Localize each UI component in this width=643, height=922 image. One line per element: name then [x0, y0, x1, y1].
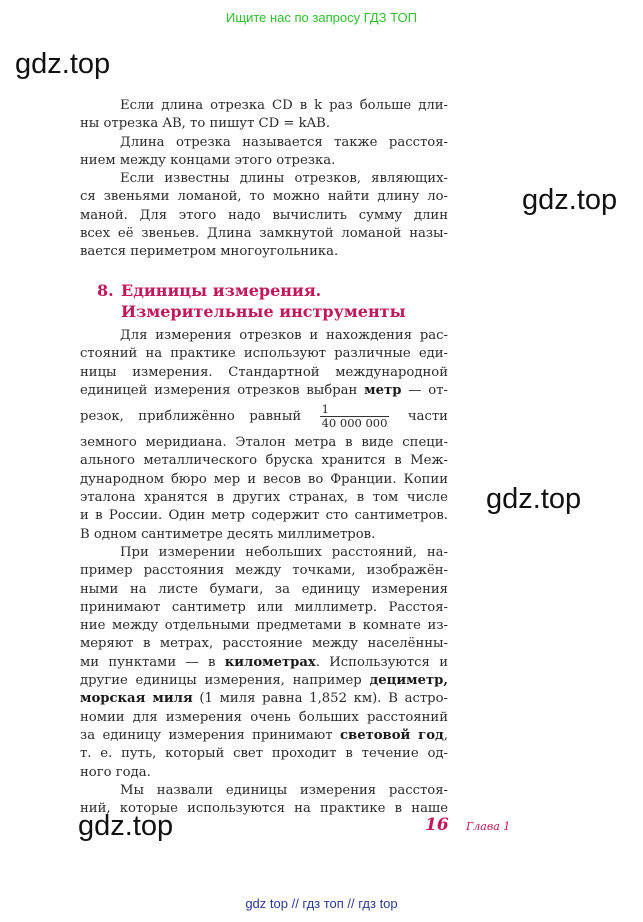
paragraph-block-1 [80, 97, 448, 262]
text-line: ны отрезка AB, то пишут CD = kAB. [80, 116, 331, 132]
term-light-year: световой год [340, 727, 444, 743]
text-line: земного меридиана. Эталон метра в виде специ- [80, 435, 448, 451]
text-line: Если известны длины отрезков, являющих- [120, 171, 448, 187]
term-decimeter: дециметр, [369, 673, 448, 689]
top-banner: Ищите нас по запросу ГДЗ ТОП [226, 10, 417, 25]
term-nautical-mile: морская миля [80, 691, 193, 707]
text-line: Мы назвали единицы измерения расстоя- [120, 782, 448, 798]
text-line: Длина отрезка называется также расстоя- [120, 134, 448, 150]
text-line: ний, которые используются на практике в наше [80, 801, 448, 817]
watermark: gdz.top [486, 483, 582, 515]
watermark: gdz.top [15, 48, 111, 80]
bottom-links[interactable]: gdz top // гдз топ // гдз top [245, 896, 398, 911]
term-metr: метр [364, 382, 402, 398]
text-line: ми пунктами — в километрах. Используются и [80, 654, 448, 670]
text-line: ние между отдельными предметами в комнате из- [80, 618, 448, 634]
paragraph-block-2 [80, 327, 448, 818]
text-line: В одном сантиметре десять миллиметров. [80, 526, 376, 542]
text-line: номии для измерения очень больших расстояний [80, 709, 448, 725]
text-line: нием между концами этого отрезка. [80, 152, 336, 168]
text-line: пример расстояния между точками, изображён- [80, 563, 448, 579]
text-line: морская миля (1 миля равна 1,852 км). В астро- [80, 691, 448, 707]
text-line-with-fraction: резок, приближённо равный $\frac{1}{40 000 000}$ части [80, 402, 448, 431]
text-line: ными на листе бумаги, за единицу измерения [80, 581, 448, 597]
text-line: дународном бюро мер и весов во Франции. Копии [80, 471, 448, 487]
fraction: $\frac{1}{40 000 000}$ [321, 402, 388, 431]
text-line: меряют в метрах, расстояние между населённы- [80, 636, 448, 652]
text-line: маной. Для этого надо вычислить сумму длин [80, 207, 448, 223]
watermark: gdz.top [78, 810, 174, 842]
text-line: При измерении небольших расстояний, на- [120, 544, 448, 560]
text-line: и в России. Один метр содержит сто сантиметров. [80, 508, 448, 524]
section-heading [97, 280, 437, 322]
text-line: ницы измерения. Стандартной международной [80, 364, 448, 380]
text-line: всех её звеньев. Длина замкнутой ломаной назы- [80, 226, 448, 242]
page-number: 16 [425, 815, 449, 835]
text-line: ного года. [80, 764, 151, 780]
text-line: ся звеньями ломаной, то можно найти длину ло- [80, 189, 448, 205]
text-line: принимают сантиметр или миллиметр. Расстоя- [80, 599, 448, 615]
text-line: другие единицы измерения, например дециметр, [80, 673, 448, 689]
chapter-label: Глава 1 [466, 820, 511, 833]
term-kilometers: километрах [224, 654, 316, 670]
text-line: единицей измерения отрезков выбран метр — от- [80, 382, 448, 398]
text-line: за единицу измерения принимают световой год, [80, 727, 448, 743]
text-line: т. е. путь, который свет проходит в течение од- [80, 746, 448, 762]
text-line: ального металлического бруска хранится в Меж- [80, 453, 448, 469]
text-line: эталона хранятся в других странах, в том числе [80, 490, 448, 506]
text-line: Для измерения отрезков и нахождения рас- [120, 328, 448, 343]
text-line: Если длина отрезка CD в k раз больше дли- [120, 98, 448, 113]
watermark: gdz.top [522, 184, 618, 216]
section-title-line-2: Измерительные инструменты [121, 302, 406, 321]
section-title-line-1: Единицы измерения. [121, 281, 322, 300]
section-number: 8. [97, 281, 114, 300]
text-line: стояний на практике используют различные еди- [80, 346, 448, 362]
text-line: вается периметром многоугольника. [80, 244, 339, 260]
